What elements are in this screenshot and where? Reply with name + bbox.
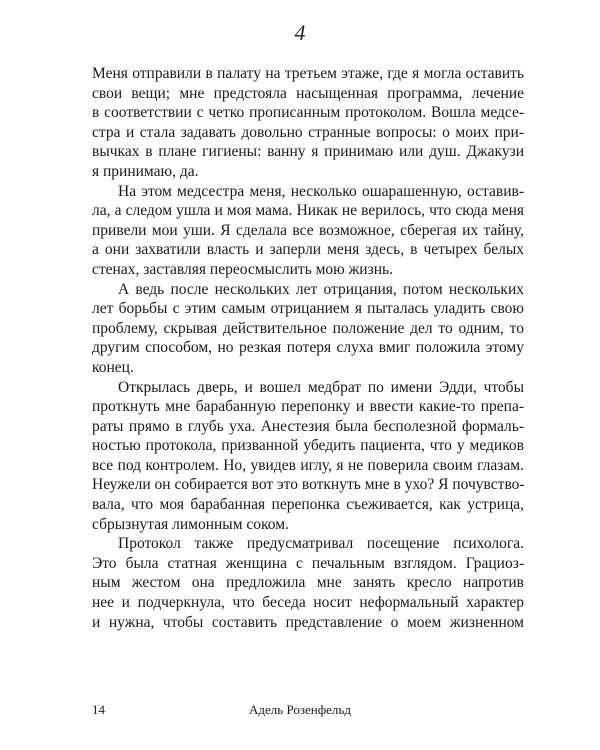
text-line: лет борьбы с этим самым отрицанием я пыталась уладить свою [92, 300, 524, 318]
text-line: сбрызнутая лимонным соком. [92, 515, 289, 533]
text-line: ла, а следом ушла и моя мама. Никак не верилось, что сюда меня [92, 202, 524, 220]
text-line: нее и подчеркнула, что беседа носит неформальный характер [92, 594, 524, 612]
text-line: проблему, скрывая действительное положение дел то одним, то [92, 319, 524, 337]
text-line: Это была статная женщина с печальным взглядом. Грациоз- [92, 554, 524, 572]
body-text [92, 64, 524, 632]
text-line: другим способом, но резкая потеря слуха вмиг положила этому [92, 339, 524, 357]
text-line: и нужна, чтобы составить представление о моем жизненном [92, 613, 524, 631]
text-line: свои вещи; мне предстояла насыщенная программа, лечение [92, 84, 524, 102]
page-number: 14 [92, 702, 105, 717]
text-line: ностью протокола, призванной убедить пациента, что у медиков [92, 437, 524, 455]
text-line: все под контролем. Но, увидев иглу, я не поверила своим глазам. [92, 456, 524, 474]
text-line: вала, что моя барабанная перепонка съеживается, как устрица, [92, 496, 524, 514]
text-line: а они захватили власть и заперли меня здесь, в четырех белых [92, 241, 524, 259]
text-line: стенах, заставляя переосмыслить мою жизнь. [92, 260, 393, 278]
chapter-number: 4 [294, 20, 306, 45]
text-line: конец. [92, 358, 134, 376]
text-line: Открылась дверь, и вошел медбрат по имени Эдди, чтобы [118, 378, 524, 396]
text-line: На этом медсестра меня, несколько ошарашенную, оставив- [118, 182, 524, 200]
text-line: проткнуть мне барабанную перепонку и ввести какие-то препа- [92, 398, 524, 416]
text-line: привели мои уши. Я сделала все возможное, сберегая их тайну, [92, 221, 524, 239]
text-line: Неужели он собирается вот это воткнуть мне в ухо? Я почувство- [92, 476, 525, 494]
text-line: раты прямо в глубь уха. Анестезия была бесполезной формаль- [92, 417, 524, 435]
text-line: ным жестом она предложила мне занять кресло напротив [92, 574, 524, 592]
text-line: в соответствии с четко прописанным протоколом. Вошла медсе- [92, 104, 524, 122]
text-line: Меня отправили в палату на третьем этаже, где я могла оставить [92, 65, 524, 82]
text-line: А ведь после нескольких лет отрицания, потом нескольких [118, 280, 524, 298]
running-footer-author: Адель Розенфельд [249, 702, 351, 717]
text-line: вычках в плане гигиены: ванну я принимаю или душ. Джакузи [92, 143, 524, 161]
text-line: я принимаю, да. [92, 162, 199, 180]
text-line: Протокол также предусматривал посещение психолога. [118, 535, 524, 553]
text-line: стра и стала задавать довольно странные вопросы: о моих при- [92, 123, 524, 141]
